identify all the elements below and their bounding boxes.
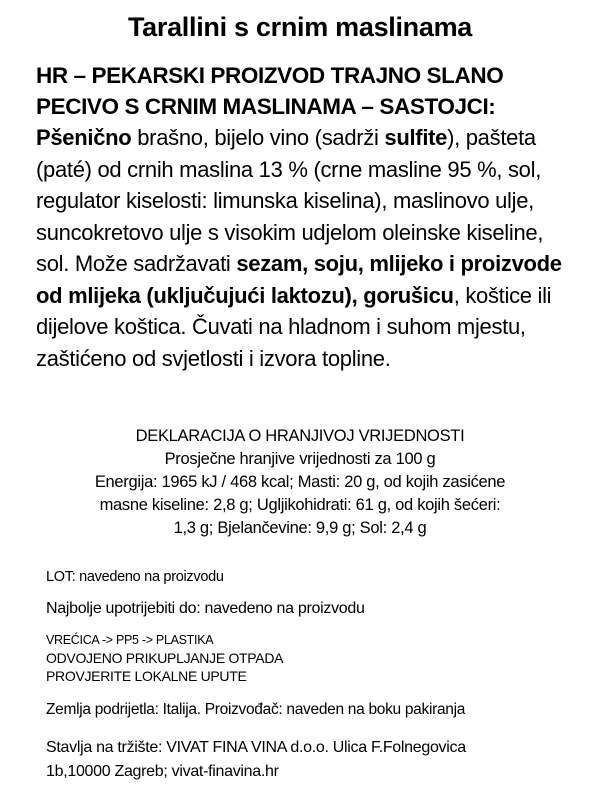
- country-of-origin: Zemlja podrijetla: Italija. Proizvođač: naveden na boku pakiranja: [46, 701, 466, 718]
- ingredients-text: [36, 122, 581, 374]
- lot-info: LOT: navedeno na proizvodu: [46, 569, 224, 585]
- distributor-line: 1b,10000 Zagreb; vivat-finavina.hr: [46, 763, 279, 780]
- allergen-list: sezam, soju, mlijeko i proizvode od mlijeka (uključujući laktozu), gorušicu: [36, 251, 562, 308]
- nutrition-title: DEKLARACIJA O HRANJIVOJ VRIJEDNOSTI: [135, 427, 465, 445]
- ingredients-part: ), pašteta (paté) od crnih maslina 13 % (crne masline 95 %, sol, regulator kiselosti: limunska kiselina), maslinovo ulje, suncokretovo ulje s visokim udjelom oleinske kiseline, sol. Može sadržavati: [36, 125, 544, 276]
- nutrition-line: masne kiseline: 2,8 g; Ugljikohidrati: 61 g, od kojih šećeri:: [99, 496, 501, 514]
- nutrition-line: 1,3 g; Bjelančevine: 9,9 g; Sol: 2,4 g: [173, 519, 427, 537]
- allergen-sulfites: sulfite: [384, 125, 448, 150]
- disposal-line: ODVOJENO PRIKUPLJANJE OTPADA: [46, 650, 284, 666]
- ingredients-part: brašno, bijelo vino (sadrži: [131, 125, 385, 150]
- best-before: Najbolje upotrijebiti do: navedeno na proizvodu: [46, 600, 365, 617]
- distributor-line: Stavlja na tržište: VIVAT FINA VINA d.o.o. Ulica F.Folnegovica: [46, 739, 466, 756]
- heading-line-2: PECIVO S CRNIM MASLINAMA – SASTOJCI:: [36, 94, 496, 119]
- disposal-info: [46, 631, 586, 685]
- nutrition-line: Prosječne hranjive vrijednosti za 100 g: [164, 450, 436, 468]
- disposal-line: PROVJERITE LOKALNE UPUTE: [46, 668, 247, 684]
- nutrition-declaration: [50, 425, 550, 540]
- distributor-info: [46, 736, 586, 784]
- ingredients-heading: [36, 60, 576, 122]
- packaging-material: VREĆICA -> PP5 -> PLASTIKA: [46, 633, 214, 647]
- ingredients-part: , koštice ili dijelove koštica. Čuvati na hladnom i suhom mjestu, zaštićeno od svjetlosti i izvora topline.: [36, 282, 552, 371]
- heading-line-1: HR – PEKARSKI PROIZVOD TRAJNO SLANO: [36, 63, 504, 88]
- allergen-wheat: Pšenično: [36, 125, 132, 150]
- nutrition-line: Energija: 1965 kJ / 468 kcal; Masti: 20 g, od kojih zasićene: [94, 473, 506, 491]
- product-title: Tarallini s crnim maslinama: [127, 12, 473, 42]
